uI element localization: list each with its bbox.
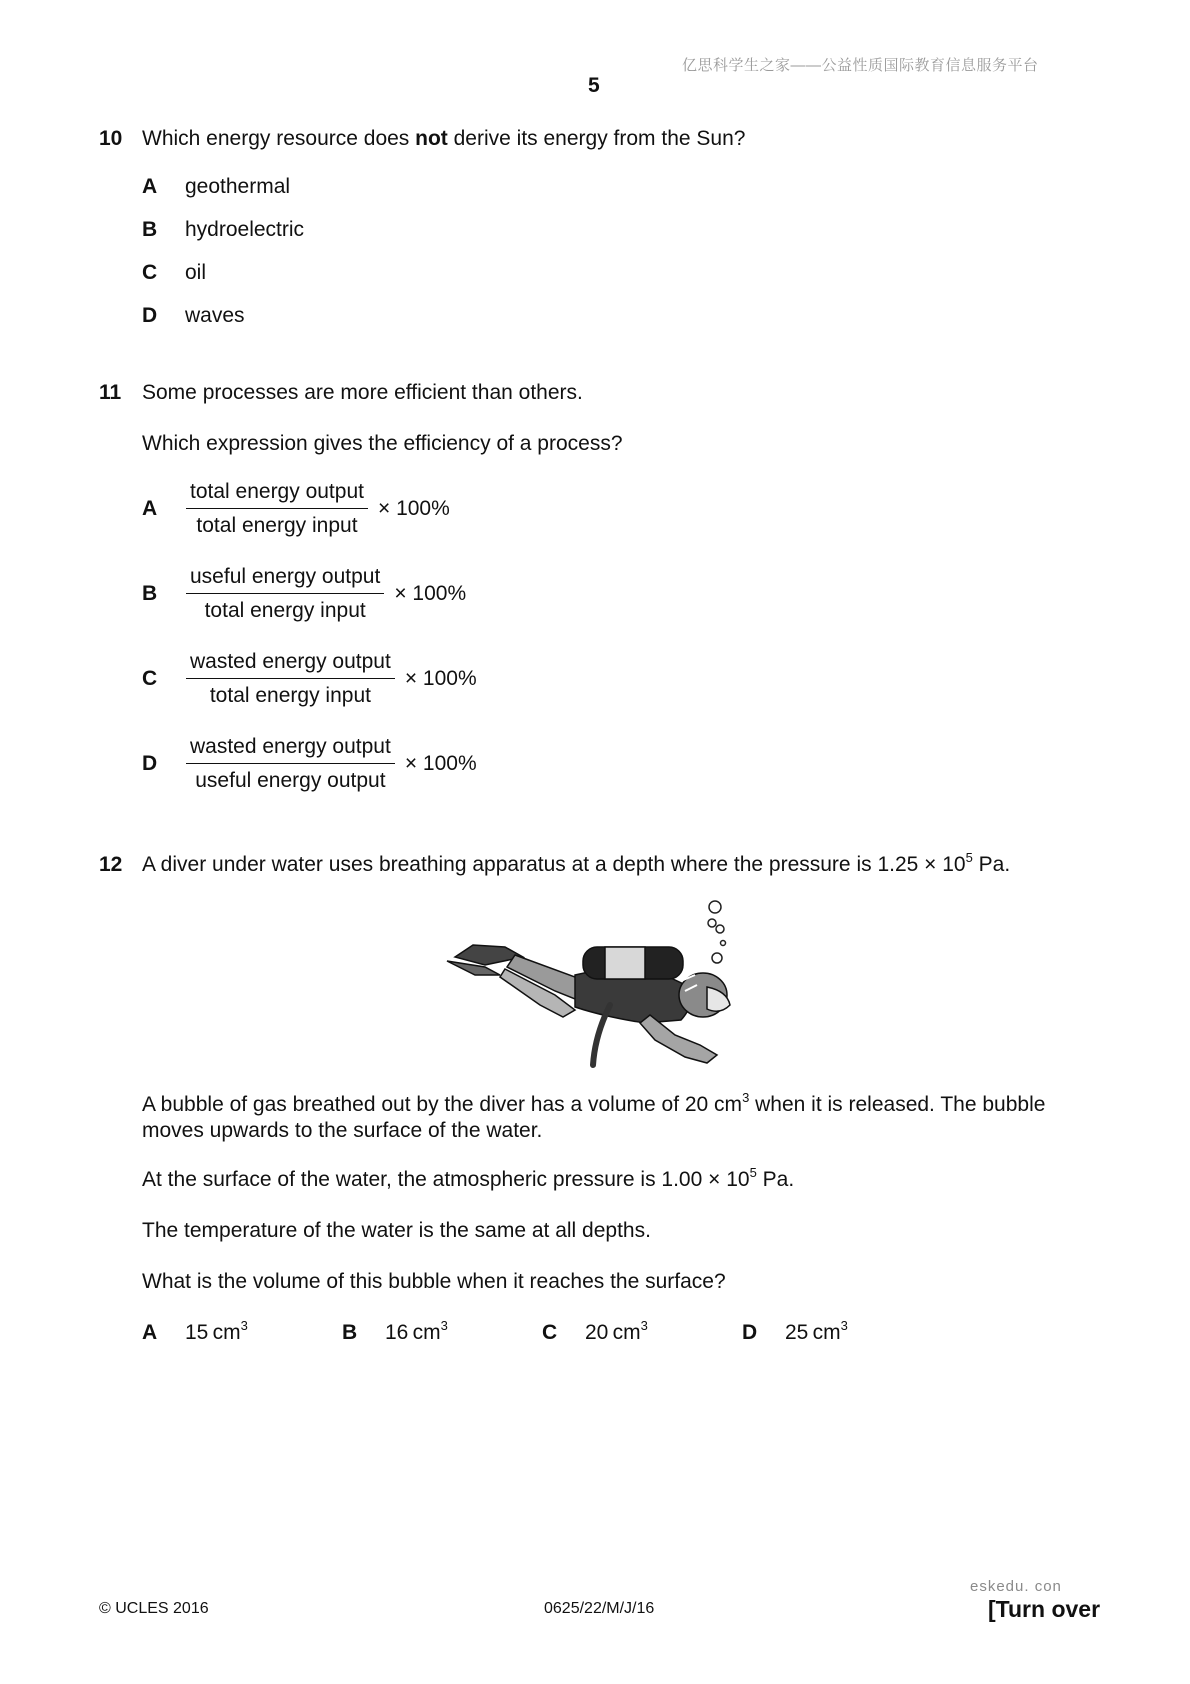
q11-option-d-denominator: useful energy output bbox=[195, 769, 386, 792]
q12-para1-after: when it is released. The bubble moves upwards to the surface of the water. bbox=[142, 1093, 1046, 1142]
diver-illustration bbox=[445, 895, 765, 1075]
q11-option-d-letter: D bbox=[142, 752, 158, 775]
q11-option-b-expression bbox=[186, 565, 466, 623]
q10-text-bold: not bbox=[415, 127, 448, 150]
turn-over-label: [Turn over bbox=[988, 1596, 1101, 1622]
q11-option-d-numerator: wasted energy output bbox=[186, 735, 395, 764]
q12-option-a-unit: cm bbox=[212, 1321, 241, 1344]
q11-option-d-expression bbox=[186, 735, 477, 793]
footer-copyright: © UCLES 2016 bbox=[99, 1600, 209, 1617]
q11-option-c-denominator: total energy input bbox=[209, 684, 371, 707]
header-watermark: 亿思科学生之家——公益性质国际教育信息服务平台 bbox=[682, 57, 1039, 74]
q11-option-c-letter: C bbox=[142, 667, 158, 690]
q12-line1-after: Pa. bbox=[972, 853, 1011, 876]
q12-option-a-letter: A bbox=[142, 1321, 158, 1344]
q11-option-c-expression bbox=[186, 650, 477, 708]
q11-option-b-multiplier: × 100% bbox=[394, 582, 467, 605]
q11-option-a-multiplier: × 100% bbox=[377, 497, 450, 520]
q12-option-d-value: 25 bbox=[785, 1321, 809, 1344]
q12-para1-before: A bubble of gas breathed out by the diver has a volume of 20 cm bbox=[142, 1093, 743, 1116]
footer-paper-code: 0625/22/M/J/16 bbox=[544, 1600, 655, 1617]
q12-question: What is the volume of this bubble when it reaches the surface? bbox=[142, 1270, 726, 1293]
q11-option-b-letter: B bbox=[142, 582, 158, 605]
q12-line1-before: A diver under water uses breathing apparatus at a depth where the pressure is 1.25 × 10 bbox=[142, 853, 966, 876]
q12-option-a-unit-exponent: 3 bbox=[240, 1318, 248, 1333]
q10-text-after: derive its energy from the Sun? bbox=[447, 127, 746, 150]
q12-line1-exponent: 5 bbox=[965, 850, 973, 865]
q12-option-d-letter: D bbox=[742, 1321, 758, 1344]
bubble-icon bbox=[716, 925, 724, 933]
q12-option-c-answer bbox=[585, 1318, 648, 1345]
q11-option-a-denominator: total energy input bbox=[196, 514, 358, 537]
q12-option-b-letter: B bbox=[342, 1321, 358, 1344]
q12-line1 bbox=[142, 850, 1011, 877]
q12-para1 bbox=[142, 1092, 1102, 1144]
q11-question: Which expression gives the efficiency of a process? bbox=[142, 432, 623, 455]
page-number: 5 bbox=[588, 74, 600, 97]
q11-option-c-numerator: wasted energy output bbox=[186, 650, 395, 679]
q10-number: 10 bbox=[99, 127, 123, 150]
q11-option-d-multiplier: × 100% bbox=[404, 752, 477, 775]
q12-para2-before: At the surface of the water, the atmospheric pressure is 1.00 × 10 bbox=[142, 1168, 750, 1191]
air-tank-band-icon bbox=[605, 947, 645, 979]
bubble-icon bbox=[721, 941, 726, 946]
q12-option-d-unit-exponent: 3 bbox=[840, 1318, 848, 1333]
q11-intro: Some processes are more efficient than others. bbox=[142, 381, 583, 404]
q10-text bbox=[142, 127, 745, 151]
q12-number: 12 bbox=[99, 853, 123, 876]
q12-para3: The temperature of the water is the same at all depths. bbox=[142, 1219, 651, 1242]
q11-option-b-numerator: useful energy output bbox=[186, 565, 384, 594]
q12-para1-exponent: 3 bbox=[742, 1090, 750, 1105]
q12-option-b-unit-exponent: 3 bbox=[440, 1318, 448, 1333]
q12-option-b-answer bbox=[385, 1318, 448, 1345]
q12-para2-after: Pa. bbox=[756, 1168, 795, 1191]
bubble-icon bbox=[708, 919, 716, 927]
bubble-icon bbox=[709, 901, 721, 913]
q12-option-c-letter: C bbox=[542, 1321, 558, 1344]
arm-icon bbox=[640, 1015, 717, 1063]
q12-para2-exponent: 5 bbox=[749, 1165, 757, 1180]
q10-text-before: Which energy resource does bbox=[142, 127, 416, 150]
q12-option-c-value: 20 bbox=[585, 1321, 609, 1344]
q12-option-c-unit-exponent: 3 bbox=[640, 1318, 648, 1333]
q10-option-c-letter: C bbox=[142, 261, 158, 284]
q12-option-a-value: 15 bbox=[185, 1321, 209, 1344]
q12-option-d-answer bbox=[785, 1318, 848, 1345]
q11-option-a-numerator: total energy output bbox=[186, 480, 368, 509]
q10-option-b-letter: B bbox=[142, 218, 158, 241]
q10-option-a-text: geothermal bbox=[185, 175, 291, 198]
q10-option-a-letter: A bbox=[142, 175, 158, 198]
q10-option-d-letter: D bbox=[142, 304, 158, 327]
q12-option-b-unit: cm bbox=[412, 1321, 441, 1344]
q12-para2 bbox=[142, 1165, 795, 1192]
q12-option-d-unit: cm bbox=[812, 1321, 841, 1344]
q12-option-c-unit: cm bbox=[612, 1321, 641, 1344]
q11-option-c-multiplier: × 100% bbox=[404, 667, 477, 690]
q12-option-a-answer bbox=[185, 1318, 248, 1345]
q11-number: 11 bbox=[99, 381, 122, 404]
q11-option-b-denominator: total energy input bbox=[204, 599, 366, 622]
bubble-icon bbox=[712, 953, 722, 963]
q10-option-b-text: hydroelectric bbox=[185, 218, 305, 241]
footer-watermark: eskedu. con bbox=[970, 1578, 1062, 1595]
q10-option-c-text: oil bbox=[185, 261, 207, 284]
q11-option-a-expression bbox=[186, 480, 450, 538]
q10-option-d-text: waves bbox=[185, 304, 245, 327]
q11-option-a-letter: A bbox=[142, 497, 158, 520]
q12-option-b-value: 16 bbox=[385, 1321, 409, 1344]
